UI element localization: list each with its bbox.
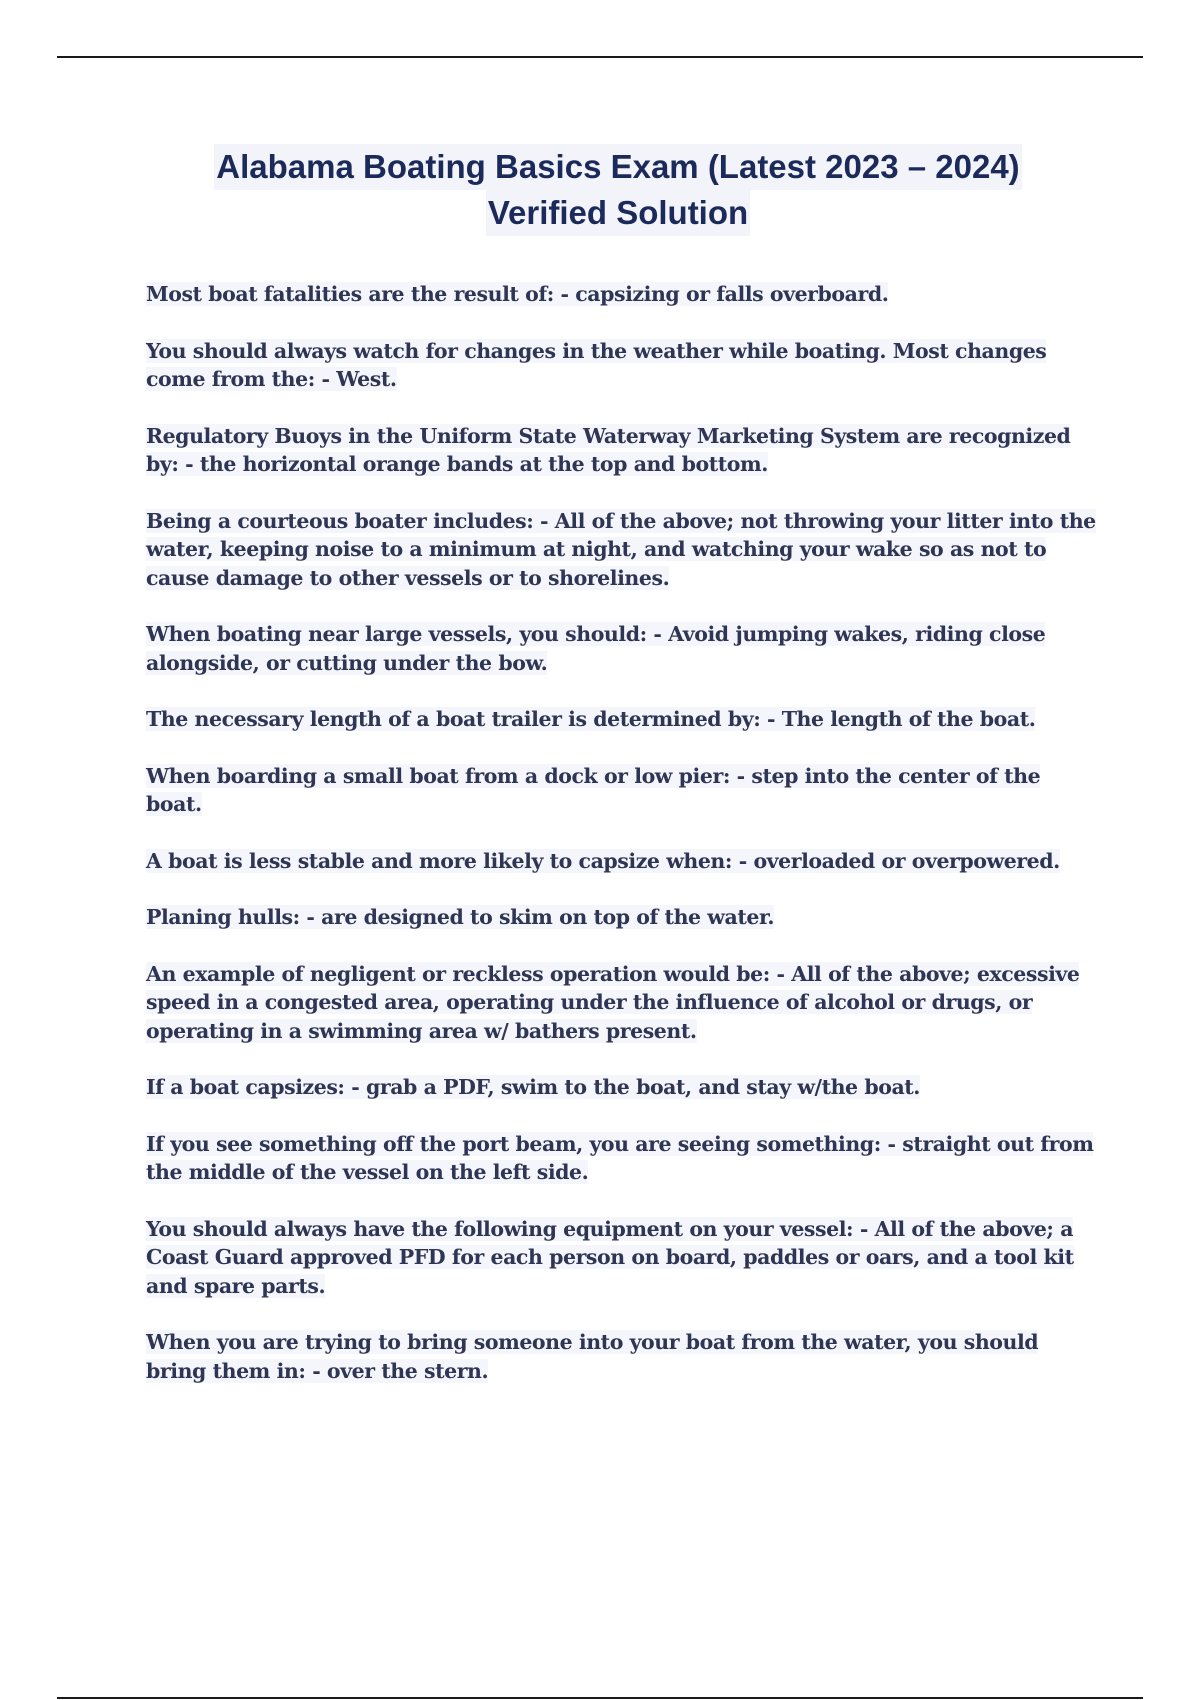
qa-item — [146, 620, 1096, 677]
bottom-rule — [57, 1697, 1143, 1699]
qa-text: Regulatory Buoys in the Uniform State Waterway Marketing System are recognized by: - the horizontal orange bands at the top and bottom. — [146, 423, 1071, 476]
document-title — [120, 144, 1116, 236]
qa-item — [146, 1073, 1096, 1102]
qa-item — [146, 1215, 1096, 1301]
qa-item — [146, 280, 1096, 309]
qa-item — [146, 705, 1096, 734]
qa-text: You should always watch for changes in the weather while boating. Most changes come from the: - West. — [146, 338, 1047, 391]
qa-item — [146, 847, 1096, 876]
qa-text: Most boat fatalities are the result of: - capsizing or falls overboard. — [146, 282, 889, 306]
title-line-1: Alabama Boating Basics Exam (Latest 2023 – 2024) — [214, 144, 1021, 190]
qa-item — [146, 422, 1096, 479]
qa-text: When boarding a small boat from a dock or low pier: - step into the center of the boat. — [146, 763, 1041, 816]
qa-text: Planing hulls: - are designed to skim on top of the water. — [146, 905, 775, 929]
qa-text: You should always have the following equipment on your vessel: - All of the above; a Coast Guard approved PFD for each person on board, paddles or oars, and a tool kit and spare parts. — [146, 1216, 1074, 1298]
qa-text: A boat is less stable and more likely to capsize when: - overloaded or overpowered. — [146, 848, 1060, 873]
qa-text: If you see something off the port beam, you are seeing something: - straight out from the middle of the vessel on the left side. — [146, 1131, 1094, 1184]
qa-text: If a boat capsizes: - grab a PDF, swim to the boat, and stay w/the boat. — [146, 1075, 920, 1099]
question-answer-list — [146, 280, 1096, 1413]
qa-item — [146, 960, 1096, 1046]
qa-item — [146, 903, 1096, 932]
qa-text: When you are trying to bring someone into your boat from the water, you should bring them in: - over the stern. — [146, 1330, 1039, 1383]
qa-text: An example of negligent or reckless operation would be: - All of the above; excessive speed in a congested area, operating under the influence of alcohol or drugs, or operating in a swimming area w/ bathers present. — [146, 961, 1080, 1043]
qa-text: When boating near large vessels, you should: - Avoid jumping wakes, riding close alongside, or cutting under the bow. — [146, 622, 1046, 675]
qa-item — [146, 507, 1096, 593]
qa-item — [146, 1328, 1096, 1385]
qa-item — [146, 762, 1096, 819]
qa-item — [146, 337, 1096, 394]
qa-text: The necessary length of a boat trailer is determined by: - The length of the boat. — [146, 707, 1036, 731]
title-line-2: Verified Solution — [486, 190, 750, 236]
qa-text: Being a courteous boater includes: - All of the above; not throwing your litter into the water, keeping noise to a minimum at night, and watching your wake so as not to cause damage to other vessels or to shorelines. — [146, 508, 1096, 590]
top-rule — [57, 56, 1143, 58]
qa-item — [146, 1130, 1096, 1187]
